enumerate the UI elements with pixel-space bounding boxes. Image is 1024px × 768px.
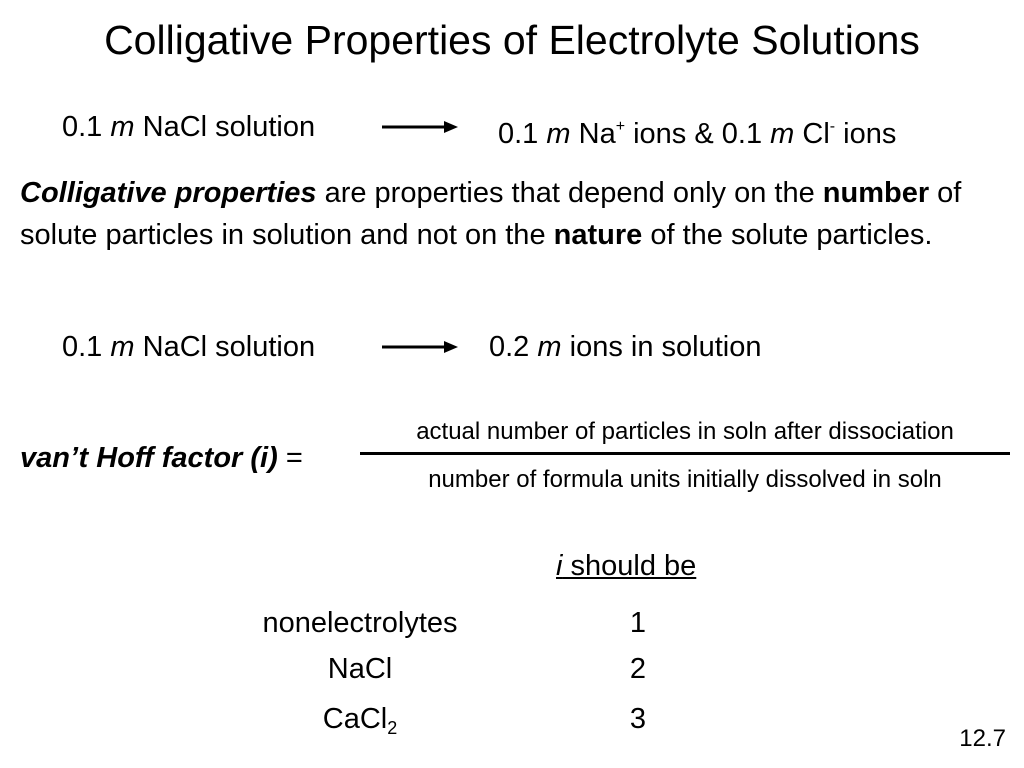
eq1-right-middle-text: ions & 0.1	[633, 118, 763, 150]
eq2-right-number: 0.2	[489, 331, 530, 363]
table-header-i: i	[556, 550, 563, 582]
table-row-value: 1	[629, 607, 647, 639]
table-row-name: NaCl	[327, 653, 393, 685]
eq2-left	[62, 329, 315, 365]
definition-bold-number: number	[822, 177, 930, 209]
eq1-sodium-symbol: Na	[578, 118, 616, 150]
eq1-left-molality-symbol: m	[110, 111, 135, 143]
table-row-name: nonelectrolytes	[262, 607, 458, 639]
eq1-sodium-charge: +	[615, 118, 626, 135]
eq2-right-text: ions in solution	[569, 331, 762, 363]
vant-hoff-numerator: actual number of particles in soln after dissociation	[416, 418, 954, 445]
vant-hoff-label: van’t Hoff factor (i)	[20, 442, 278, 474]
eq1-right-molality-symbol: m	[546, 118, 571, 150]
eq1-arrow-icon	[380, 117, 460, 137]
eq2-arrow-icon	[380, 337, 460, 357]
eq2-left-molality-symbol: m	[110, 331, 135, 363]
table-row-value: 2	[629, 653, 647, 685]
eq1-right-molality-symbol-2: m	[770, 118, 795, 150]
table-header-text: should be	[562, 550, 697, 582]
definition-term: Colligative properties	[20, 177, 317, 209]
slide-title: Colligative Properties of Electrolyte Solutions	[104, 17, 920, 63]
eq1-left	[62, 109, 315, 145]
eq1-left-text: NaCl solution	[142, 111, 316, 143]
eq1-left-number: 0.1	[62, 111, 103, 143]
table-row-value: 3	[629, 703, 647, 735]
table-row-name	[200, 701, 520, 746]
definition-paragraph	[20, 172, 1010, 256]
eq1-chloride-charge: -	[829, 118, 836, 135]
eq2-left-text: NaCl solution	[142, 331, 316, 363]
page-number: 12.7	[959, 725, 1006, 752]
eq2-right	[489, 329, 761, 365]
definition-text-3: of the solute particles.	[642, 219, 933, 251]
definition-text-1: are properties that depend only on the	[316, 177, 823, 209]
table-row-name-subscript: 2	[387, 718, 398, 738]
vant-hoff-denominator: number of formula units initially dissolved in soln	[428, 466, 942, 493]
definition-bold-nature: nature	[553, 219, 643, 251]
vant-hoff-equals: =	[285, 442, 303, 474]
eq2-right-molality-symbol: m	[537, 331, 562, 363]
fraction-bar	[360, 452, 1010, 455]
eq1-right	[498, 109, 896, 152]
eq2-left-number: 0.1	[62, 331, 103, 363]
eq1-right-end-text: ions	[843, 118, 897, 150]
eq1-chloride-symbol: Cl	[802, 118, 830, 150]
definition-text-2: of solute particles in solution and not on the	[20, 177, 962, 251]
eq1-right-number: 0.1	[498, 118, 539, 150]
table-row-name-text: CaCl	[322, 703, 388, 735]
vant-hoff-label-row	[20, 440, 303, 476]
table-header	[556, 548, 696, 584]
